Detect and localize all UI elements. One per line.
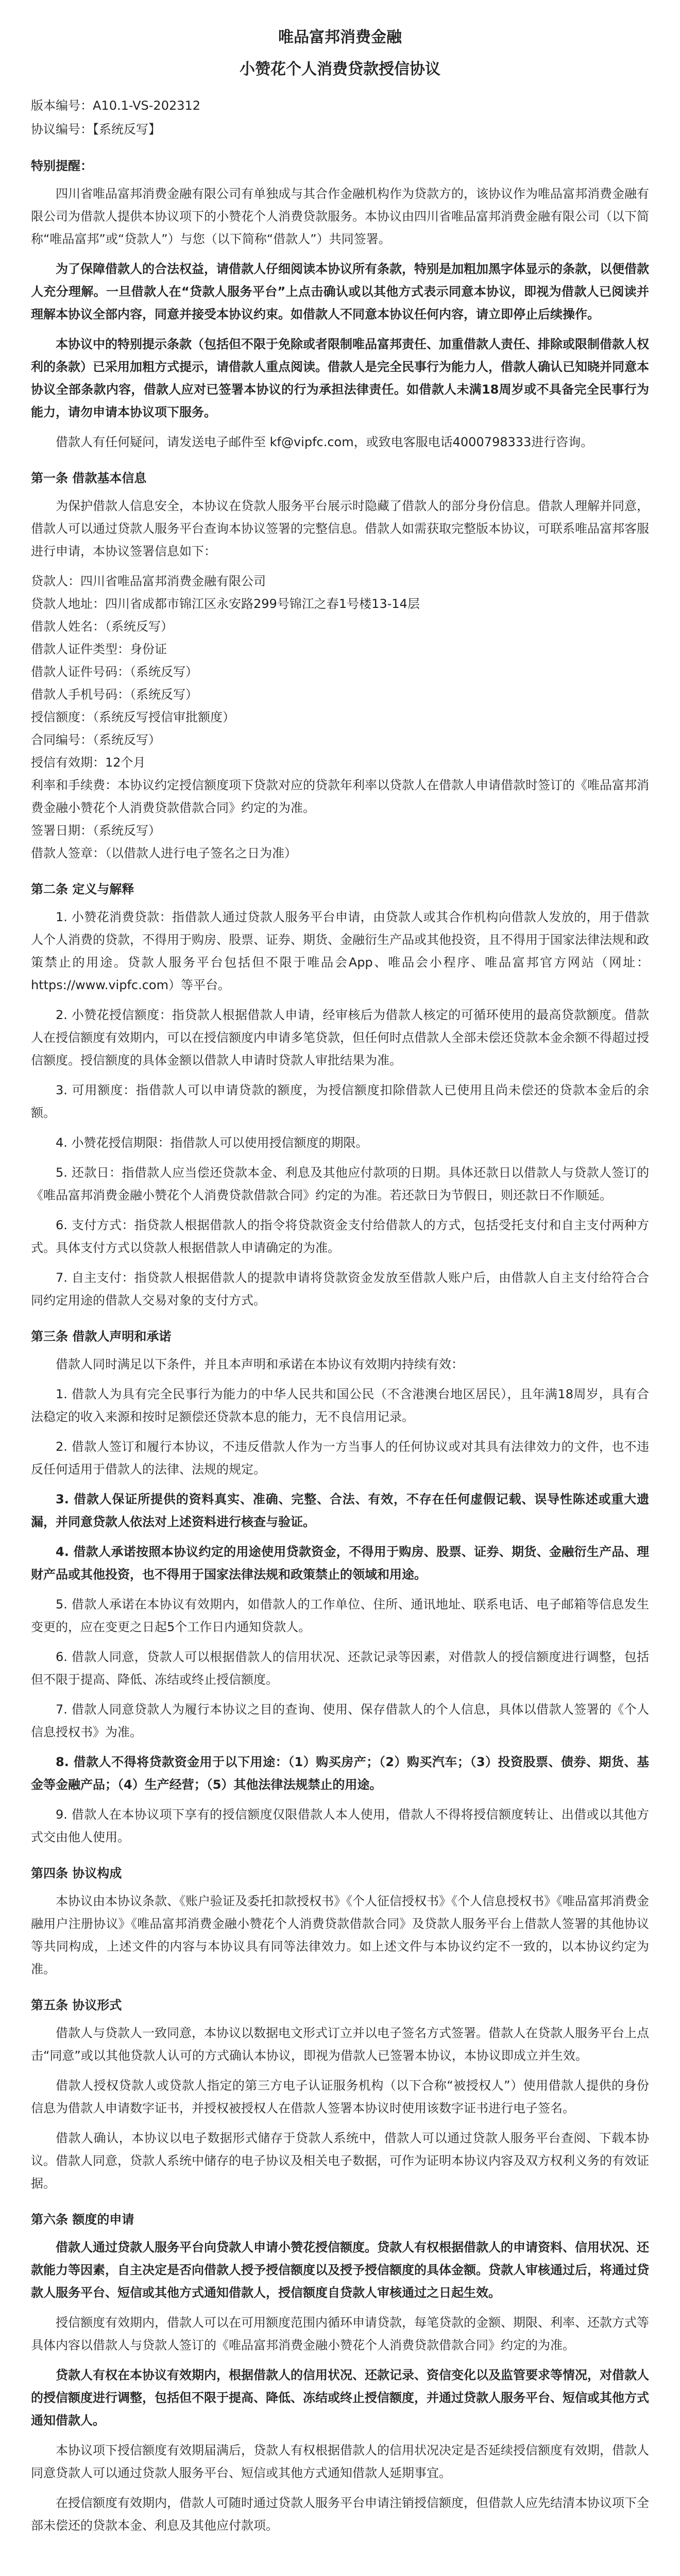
- section-paragraph: 借款人与贷款人一致同意，本协议以数据电文形式订立并以电子签名方式签署。借款人在贷款人服务平台上点击“同意”或以其他贷款人认可的方式确认本协议，即视为借款人已签署本协议，本协议即成立并生效。: [31, 2026, 649, 2063]
- info-row-phone: [31, 683, 649, 706]
- section-paragraph: 6. 借款人同意，贷款人可以根据借款人的信用状况、还款记录等因素，对借款人的授信额度进行调整，包括但不限于提高、降低、冻结或终止授信额度。: [31, 1650, 649, 1687]
- version-label: 版本编号：: [31, 98, 93, 113]
- section-title: 第三条 借款人声明和承诺: [31, 1329, 172, 1344]
- notice-paragraph: 四川省唯品富邦消费金融有限公司有单独成与其合作金融机构作为贷款方的，该协议作为唯品富邦消费金融有限公司为借款人提供本协议项下的小赞花个人消费贷款服务。本协议由四川省唯品富邦消费金融有限公司（以下简称“唯品富邦”或“贷款人”）与您（以下简称“借款人”）共同签署。: [31, 187, 649, 246]
- section-paragraph: 贷款人有权在本协议有效期内，根据借款人的信用状况、还款记录、资信变化以及监管要求等情况，对借款人的授信额度进行调整，包括但不限于提高、降低、冻结或终止授信额度，并通过贷款人服务平台、短信或其他方式通知借款人。: [31, 2368, 649, 2428]
- company-name: 唯品富邦消费金融: [278, 28, 402, 46]
- section-title: 第一条 借款基本信息: [31, 471, 147, 485]
- info-label: 合同编号：: [31, 733, 93, 747]
- info-row-borrower: [31, 615, 649, 638]
- info-label: 借款人证件类型：: [31, 642, 130, 656]
- section-paragraph: 5. 借款人承诺在本协议有效期内，如借款人的工作单位、住所、通讯地址、联系电话、电子邮箱等信息发生变更的，应在变更之日起5个工作日内通知贷款人。: [31, 1597, 649, 1634]
- info-label: 借款人签章：: [31, 846, 105, 860]
- info-row-contract: [31, 728, 649, 751]
- notice-paragraph: 借款人有任何疑问，请发送电子邮件至 kf@vipfc.com，或致电客服电话4000798333进行咨询。: [56, 435, 593, 449]
- info-row-credit: [31, 706, 649, 728]
- info-row-rate: 利率和手续费：本协议约定授信额度项下贷款对应的贷款年利率以贷款人在借款人申请借款时签订的《唯品富邦消费金融小赞花个人消费贷款借款合同》约定的为准。: [31, 778, 649, 815]
- info-label: 借款人手机号码：: [31, 687, 130, 702]
- info-label: 贷款人：: [31, 574, 80, 588]
- info-label: 借款人证件号码：: [31, 665, 130, 679]
- info-label: 授信有效期：: [31, 755, 105, 770]
- info-value: 四川省唯品富邦消费金融有限公司: [80, 574, 266, 588]
- section-title: 第二条 定义与解释: [31, 882, 134, 896]
- section-title: 第四条 协议构成: [31, 1866, 122, 1880]
- number-line: [31, 117, 649, 141]
- section-paragraph: 2. 借款人签订和履行本协议，不违反借款人作为一方当事人的任何协议或对其具有法律效力的文件，也不违反任何适用于借款人的法律、法规的规定。: [31, 1439, 649, 1477]
- notice-paragraph: 为了保障借款人的合法权益，请借款人仔细阅读本协议所有条款，特别是加粗加黑字体显示的条款，以便借款人充分理解。一旦借款人在“贷款人服务平台”上点击确认或以其他方式表示同意本协议，即视为借款人已阅读并理解本协议全部内容，同意并接受本协议约束。如借款人不同意本协议任何内容，请立即停止后续操作。: [31, 262, 649, 321]
- section-paragraph: 4. 小赞花授信期限：指借款人可以使用授信额度的期限。: [56, 1136, 368, 1150]
- version-value: A10.1-VS-202312: [93, 98, 201, 113]
- info-value: （系统反写授信审批额度）: [93, 710, 235, 724]
- section-paragraph: 借款人同时满足以下条件，并且本声明和承诺在本协议有效期内持续有效：: [56, 1357, 464, 1371]
- section-paragraph: 3. 借款人保证所提供的资料真实、准确、完整、合法、有效，不存在任何虚假记载、误导性陈述或重大遗漏，并同意贷款人依法对上述资料进行核查与验证。: [31, 1492, 649, 1529]
- section-paragraph: 7. 借款人同意贷款人为履行本协议之目的查询、使用、保存借款人的个人信息，具体以借款人签署的《个人信息授权书》为准。: [31, 1702, 649, 1739]
- section-paragraph: 授信额度有效期内，借款人可以在可用额度范围内循环申请贷款，每笔贷款的金额、期限、利率、还款方式等具体内容以借款人与贷款人签订的《唯品富邦消费金融小赞花个人消费贷款借款合同》约定的为准。: [31, 2315, 649, 2352]
- section-paragraph: 5. 还款日：指借款人应当偿还贷款本金、利息及其他应付款项的日期。具体还款日以借款人与贷款人签订的《唯品富邦消费金融小赞花个人消费贷款借款合同》约定的为准。若还款日为节假日，则还款日不作顺延。: [31, 1165, 649, 1202]
- info-label: 授信额度：: [31, 710, 93, 724]
- section-paragraph: 借款人确认，本协议以电子数据形式储存于贷款人系统中，借款人可以通过贷款人服务平台查阅、下载本协议。借款人同意，贷款人系统中储存的电子协议及相关电子数据，可作为证明本协议内容及双方权利义务的有效证据。: [31, 2131, 649, 2191]
- version-line: [31, 94, 649, 117]
- section-paragraph: 6. 支付方式：指贷款人根据借款人的指令将贷款资金支付给借款人的方式，包括受托支付和自主支付两种方式。具体支付方式以贷款人根据借款人申请确定的为准。: [31, 1218, 649, 1255]
- info-label: 签署日期：: [31, 823, 93, 838]
- section-paragraph: 在授信额度有效期内，借款人可随时通过贷款人服务平台申请注销授信额度，但借款人应先结清本协议项下全部未偿还的贷款本金、利息及其他应付款项。: [31, 2496, 649, 2533]
- section-title: 第五条 协议形式: [31, 1998, 122, 2012]
- section-paragraph: 借款人授权贷款人或贷款人指定的第三方电子认证服务机构（以下合称“被授权人”）使用借款人提供的身份信息为借款人申请数字证书，并授权被授权人在借款人签署本协议时使用该数字证书进行电子签名。: [31, 2078, 649, 2115]
- info-value: （系统反写）: [93, 823, 161, 838]
- info-row-date: [31, 819, 649, 842]
- section-paragraph: 9. 借款人在本协议项下享有的授信额度仅限借款人本人使用，借款人不得将授信额度转让、出借或以其他方式交由他人使用。: [31, 1807, 649, 1844]
- section-paragraph: 1. 小赞花消费贷款：指借款人通过贷款人服务平台申请，由贷款人或其合作机构向借款人发放的，用于借款人个人消费的贷款，不得用于购房、股票、证券、期货、金融衍生产品或其他投资，且不得用于国家法律法规和政策禁止的用途。贷款人服务平台包括但不限于唯品会App、唯品会小程序、唯品富邦官方网站（网址：https://www.vipfc.com）等平台。: [31, 910, 649, 992]
- section-paragraph: 本协议项下授信额度有效期届满后，贷款人有权根据借款人的信用状况决定是否延续授信额度有效期，借款人同意贷款人可以通过贷款人服务平台、短信或其他方式通知借款人延期事宜。: [31, 2443, 649, 2480]
- info-row-sign: [31, 842, 649, 865]
- info-value: （以借款人进行电子签名之日为准）: [105, 846, 297, 860]
- info-row-id-type: [31, 638, 649, 660]
- info-row-term: [31, 751, 649, 774]
- info-value: 12个月: [105, 755, 146, 770]
- info-value: （系统反写）: [93, 733, 161, 747]
- section-paragraph: 8. 借款人不得将贷款资金用于以下用途：（1）购买房产；（2）购买汽车；（3）投资股票、债券、期货、基金等金融产品；（4）生产经营；（5）其他法律法规禁止的用途。: [31, 1755, 649, 1792]
- number-value: 【系统反写】: [93, 122, 161, 137]
- section-paragraph: 本协议由本协议条款、《账户验证及委托扣款授权书》《个人征信授权书》《个人信息授权书》《唯品富邦消费金融用户注册协议》《唯品富邦消费金融小赞花个人消费贷款借款合同》及贷款人服务平台上借款人签署的其他协议等共同构成，上述文件的内容与本协议具有同等法律效力。如上述文件与本协议约定不一致的，以本协议约定为准。: [31, 1894, 649, 1976]
- notice-paragraph: 本协议中的特别提示条款（包括但不限于免除或者限制唯品富邦责任、加重借款人责任、排除或限制借款人权利的条款）已采用加粗方式提示，请借款人重点阅读。借款人是完全民事行为能力人，借款人确认已知晓并同意本协议全部条款内容，借款人应对已签署本协议的行为承担法律责任。如借款人未满18周岁或不具备完全民事行为能力，请勿申请本协议项下服务。: [31, 337, 649, 419]
- info-value: 四川省成都市锦江区永安路299号锦江之春1号楼13-14层: [105, 597, 420, 611]
- section-title: 第六条 额度的申请: [31, 2212, 134, 2227]
- section-paragraph: 7. 自主支付：指贷款人根据借款人的提款申请将贷款资金发放至借款人账户后，由借款人自主支付给符合合同约定用途的借款人交易对象的支付方式。: [31, 1270, 649, 1308]
- info-value: （系统反写）: [105, 619, 173, 634]
- info-value: 身份证: [130, 642, 167, 656]
- info-value: （系统反写）: [130, 665, 198, 679]
- info-label: 借款人姓名：: [31, 619, 105, 634]
- info-row-address: [31, 592, 649, 615]
- notice-title: 特别提醒：: [31, 159, 93, 173]
- number-label: 协议编号：: [31, 122, 93, 137]
- section-paragraph: 为保护借款人信息安全，本协议在贷款人服务平台展示时隐藏了借款人的部分身份信息。借款人理解并同意，借款人可以通过贷款人服务平台查询本协议签署的完整信息。借款人如需获取完整版本协议，可联系唯品富邦客服进行申请，本协议签署信息如下：: [31, 499, 649, 558]
- info-value: （系统反写）: [130, 687, 198, 702]
- section-paragraph: 2. 小赞花授信额度：指贷款人根据借款人申请，经审核后为借款人核定的可循环使用的最高贷款额度。借款人在授信额度有效期内，可以在授信额度内申请多笔贷款，但任何时点借款人全部未偿还贷款本金余额不得超过授信额度。授信额度的具体金额以借款人申请时贷款人审批结果为准。: [31, 1008, 649, 1067]
- info-row-id-no: [31, 660, 649, 683]
- info-row-lender: [31, 570, 649, 592]
- section-paragraph: 1. 借款人为具有完全民事行为能力的中华人民共和国公民（不含港澳台地区居民），且年满18周岁，具有合法稳定的收入来源和按时足额偿还贷款本息的能力，无不良信用记录。: [31, 1387, 649, 1424]
- section-paragraph: 借款人通过贷款人服务平台向贷款人申请小赞花授信额度。贷款人有权根据借款人的申请资料、信用状况、还款能力等因素，自主决定是否向借款人授予授信额度以及授予授信额度的具体金额。贷款人审核通过后，将通过贷款人服务平台、短信或其他方式通知借款人，授信额度自贷款人审核通过之日起生效。: [31, 2240, 649, 2300]
- info-label: 贷款人地址：: [31, 597, 105, 611]
- agreement-title: 小赞花个人消费贷款授信协议: [240, 60, 440, 78]
- section-paragraph: 4. 借款人承诺按照本协议约定的用途使用贷款资金，不得用于购房、股票、证券、期货、金融衍生产品、理财产品或其他投资，也不得用于国家法律法规和政策禁止的领域和用途。: [31, 1545, 649, 1582]
- section-paragraph: 3. 可用额度：指借款人可以申请贷款的额度，为授信额度扣除借款人已使用且尚未偿还的贷款本金后的余额。: [31, 1083, 649, 1120]
